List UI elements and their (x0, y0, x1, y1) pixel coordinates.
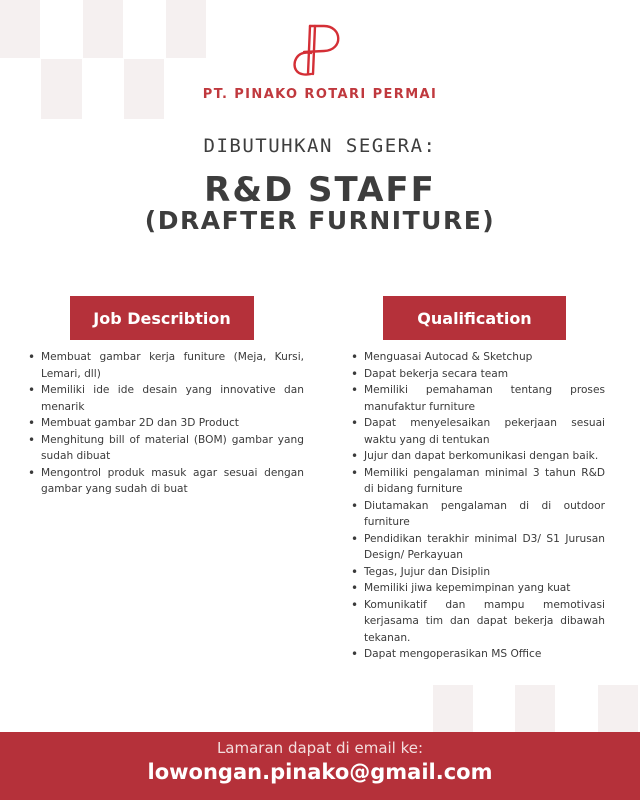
contact-email[interactable]: lowongan.pinako@gmail.com (147, 760, 493, 784)
list-item: • Komunikatif dan mampu memotivasi kerjasama tim dan dapat bekerja dibawah tekanan. (349, 597, 605, 647)
job-description-list (26, 349, 304, 498)
qualification-heading (383, 296, 566, 340)
list-item: • Memiliki jiwa kepemimpinan yang kuat (349, 580, 605, 597)
list-item: • Dapat menyelesaikan pekerjaan sesuai waktu yang di tentukan (349, 415, 605, 448)
decor-square (515, 685, 555, 732)
list-item: • Dapat bekerja secara team (349, 366, 605, 383)
job-title: R&D STAFF (204, 170, 436, 210)
list-item: • Jujur dan dapat berkomunikasi dengan baik. (349, 448, 605, 465)
decor-square (598, 685, 638, 732)
footer-label: Lamaran dapat di email ke: (216, 739, 424, 757)
job-description-heading-label: Job Describtion (93, 308, 231, 328)
list-item: • Menghitung bill of material (BOM) gambar yang sudah dibuat (26, 432, 304, 465)
list-item: • Pendidikan terakhir minimal D3/ S1 Jurusan Design/ Perkayuan (349, 531, 605, 564)
company-name: PT. PINAKO ROTARI PERMAI (202, 87, 438, 102)
qualification-list (349, 349, 605, 663)
list-item: • Dapat mengoperasikan MS Office (349, 646, 605, 663)
list-item: • Mengontrol produk masuk agar sesuai dengan gambar yang sudah di buat (26, 465, 304, 498)
decor-square (166, 0, 206, 58)
list-item: • Menguasai Autocad & Sketchup (349, 349, 605, 366)
list-item: • Membuat gambar 2D dan 3D Product (26, 415, 304, 432)
decor-square (83, 0, 123, 58)
list-item: • Tegas, Jujur dan Disiplin (349, 564, 605, 581)
list-item: • Diutamakan pengalaman di di outdoor furniture (349, 498, 605, 531)
decor-square (433, 685, 473, 732)
footer-banner (0, 732, 640, 800)
list-item: • Memiliki pemahaman tentang proses manufaktur furniture (349, 382, 605, 415)
qualification-heading-label: Qualification (417, 308, 532, 328)
job-description-heading (70, 296, 254, 340)
company-logo-icon (286, 20, 356, 80)
job-subtitle: (DRAFTER FURNITURE) (144, 206, 496, 235)
list-item: • Memiliki pengalaman minimal 3 tahun R&D di bidang furniture (349, 465, 605, 498)
list-item: • Membuat gambar kerja funiture (Meja, Kursi, Lemari, dll) (26, 349, 304, 382)
urgent-heading: DIBUTUHKAN SEGERA: (203, 135, 437, 157)
list-item: • Memiliki ide ide desain yang innovative dan menarik (26, 382, 304, 415)
decor-square (0, 0, 40, 58)
